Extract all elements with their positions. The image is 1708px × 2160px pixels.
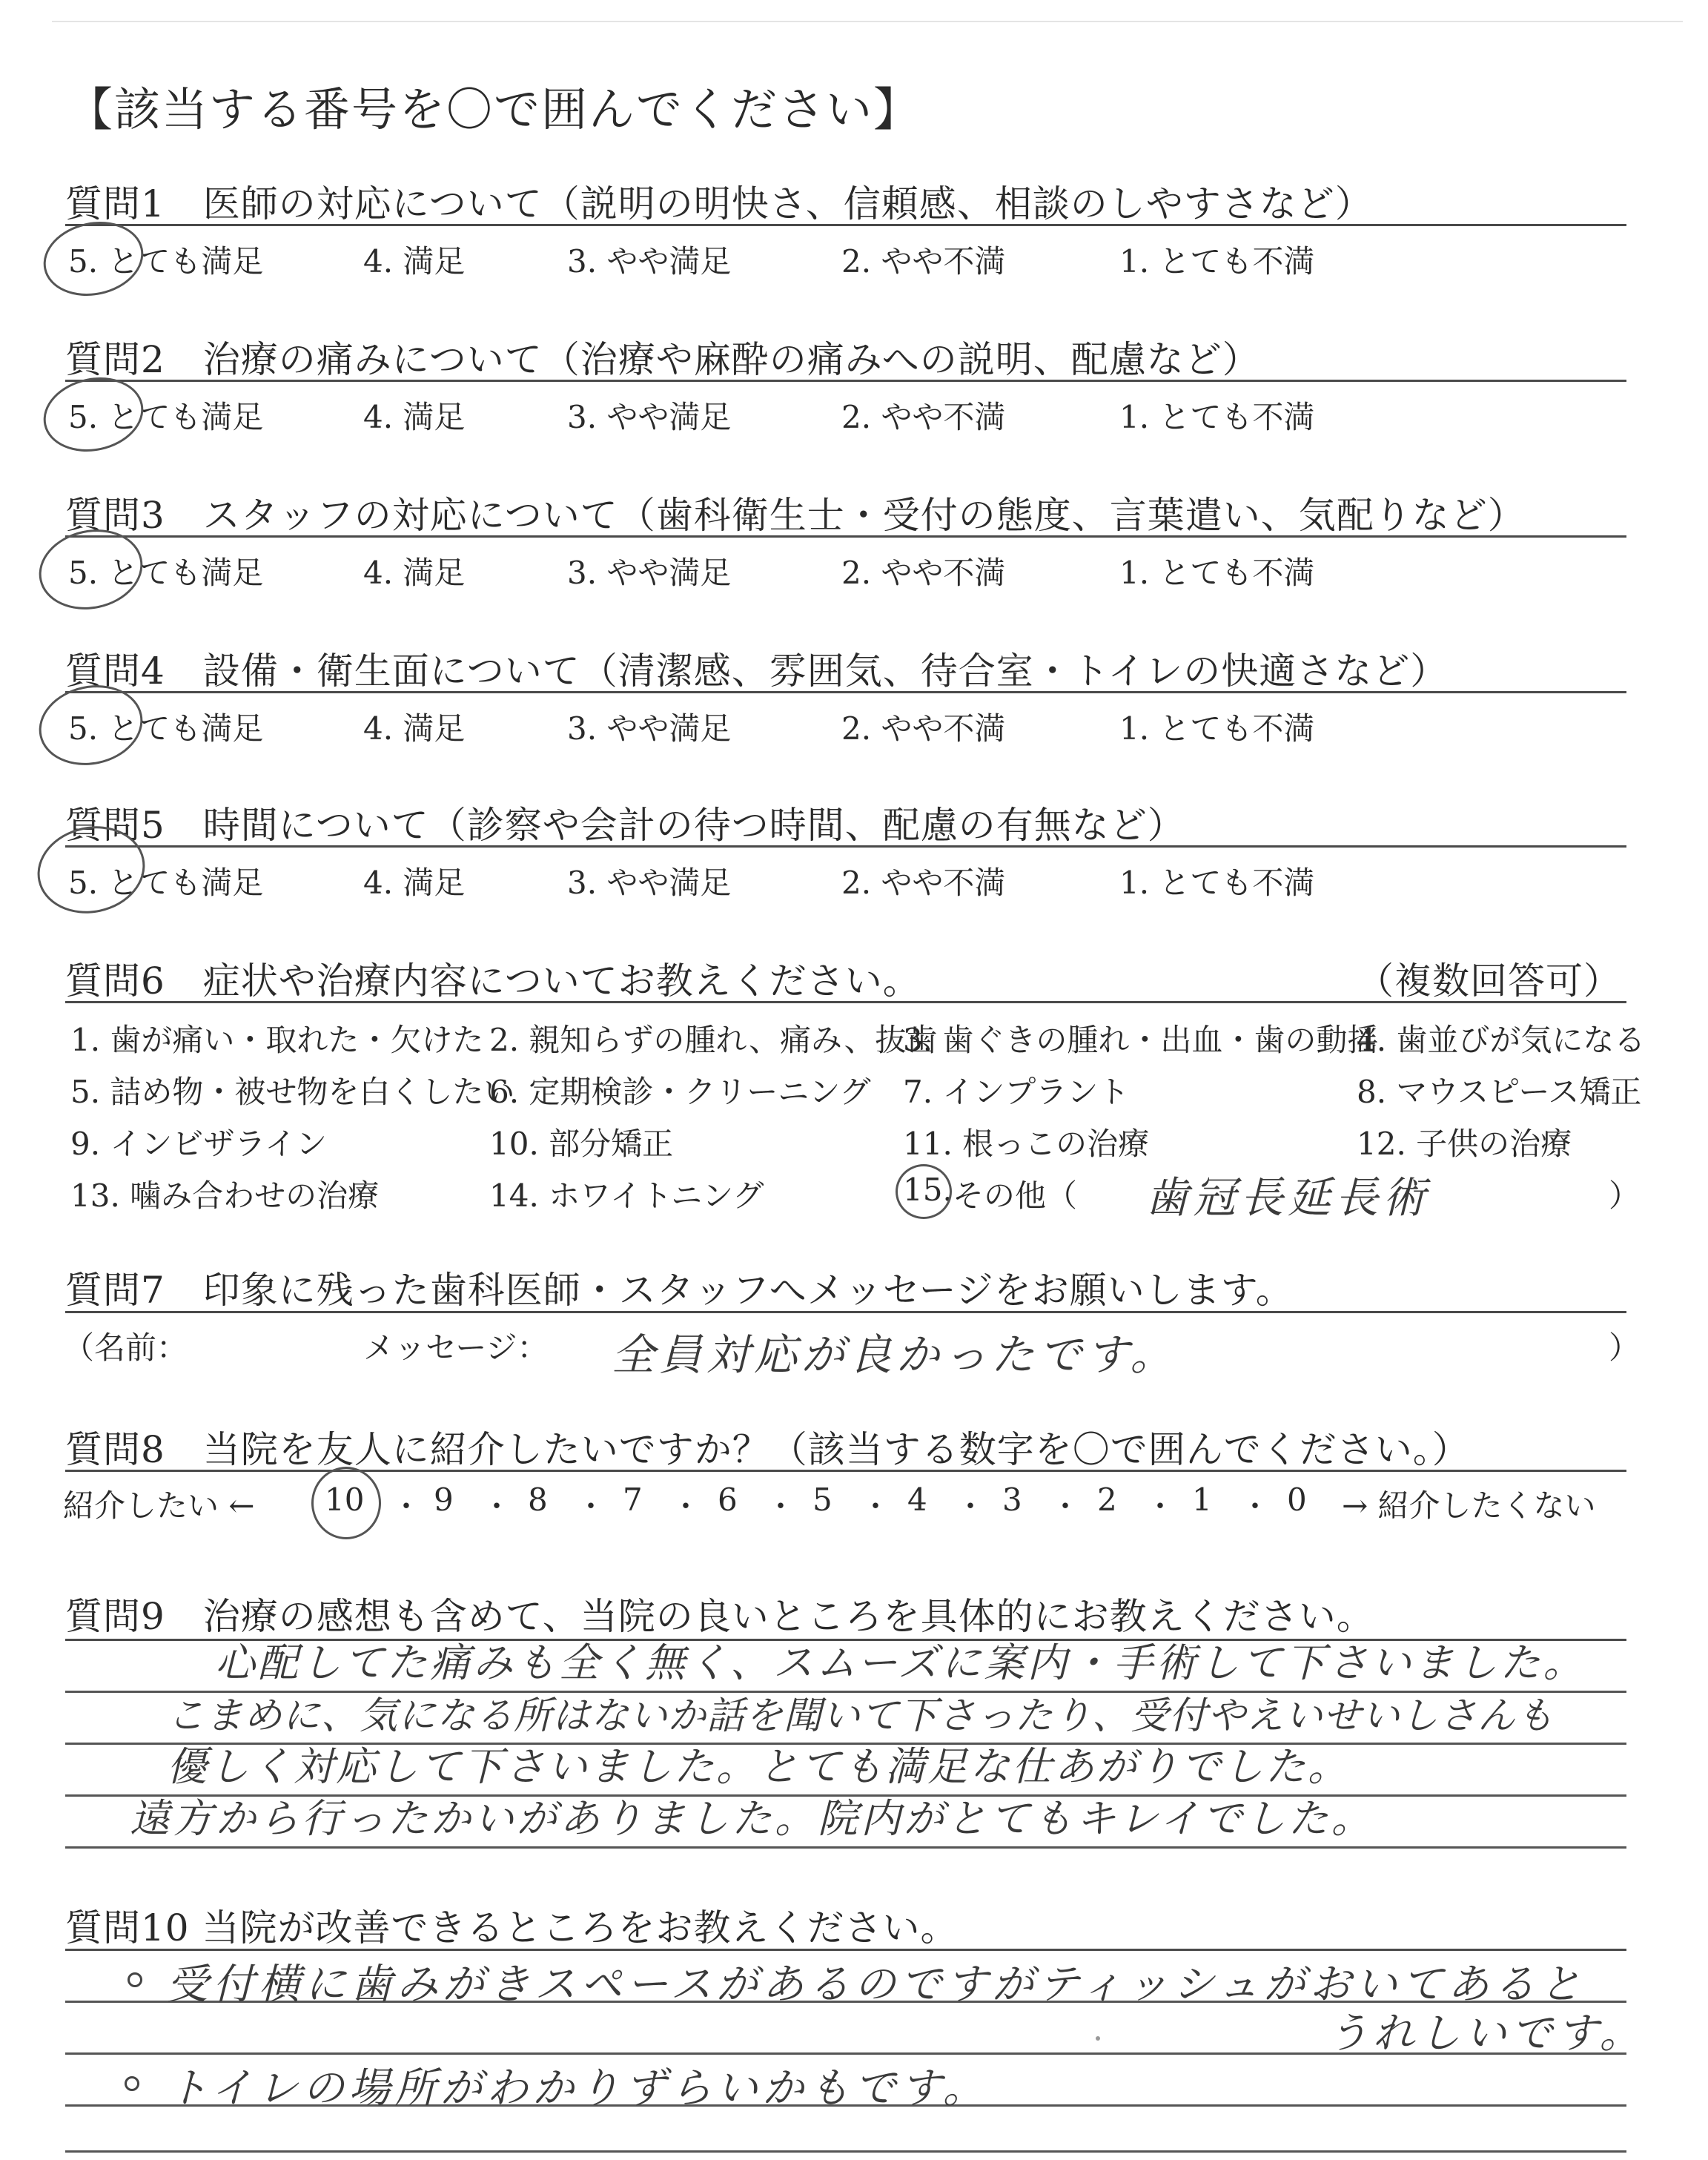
q5-option-2[interactable]: 2. やや不満 (841, 865, 1006, 901)
q6-item-2[interactable]: 2. 親知らずの腫れ、痛み、抜歯 (489, 1022, 938, 1058)
q5-option-3[interactable]: 3. やや満足 (567, 865, 732, 901)
q8-scale-8[interactable]: 8 (528, 1482, 548, 1518)
q8-separator: ・ (956, 1490, 985, 1524)
q2-title: 質問2 治療の痛みについて（治療や麻酔の痛みへの説明、配慮など） (65, 338, 1260, 381)
q3-rule (65, 535, 1626, 538)
q9-answer-line-3: 優しく対応して下さいました。とても満足な仕あがりでした。 (167, 1743, 1350, 1790)
q10-title: 質問10 当院が改善できるところをお教えください。 (65, 1906, 959, 1949)
q10-rule-0 (65, 1949, 1626, 1951)
q6-other-handwritten: 歯冠長延長術 (1145, 1172, 1431, 1223)
q8-scale-7[interactable]: 7 (623, 1482, 643, 1518)
q8-scale-3[interactable]: 3 (1002, 1482, 1022, 1518)
q7-title: 質問7 印象に残った歯科医師・スタッフへメッセージをお願いします。 (65, 1269, 1294, 1312)
q2-rule (65, 380, 1626, 382)
q3-option-2[interactable]: 2. やや不満 (841, 555, 1006, 591)
q8-separator: ・ (391, 1490, 421, 1524)
q6-selection-circle (896, 1164, 952, 1219)
q5-title: 質問5 時間について（診察や会計の待つ時間、配慮の有無など） (65, 804, 1185, 847)
q1-option-4[interactable]: 4. 満足 (363, 243, 466, 280)
q4-option-2[interactable]: 2. やや不満 (841, 710, 1006, 747)
q5-rule (65, 845, 1626, 848)
q6-item-15-label: その他（ (953, 1178, 1078, 1214)
q6-item-10[interactable]: 10. 部分矯正 (489, 1126, 674, 1162)
q7-close-paren: ） (1609, 1330, 1641, 1366)
q6-rule (65, 1001, 1626, 1003)
q1-option-5[interactable]: 5. とても満足 (68, 243, 264, 280)
q10-answer-line-3: トイレの場所がわかりずらいかもです。 (167, 2064, 989, 2113)
q6-item-9[interactable]: 9. インビザライン (70, 1126, 328, 1162)
q1-option-3[interactable]: 3. やや満足 (567, 243, 732, 280)
q4-title: 質問4 設備・衛生面について（清潔感、雰囲気、待合室・トイレの快適さなど） (65, 650, 1449, 693)
q2-option-4[interactable]: 4. 満足 (363, 399, 466, 435)
q8-separator: ・ (1145, 1490, 1175, 1524)
q8-scale-2[interactable]: 2 (1097, 1482, 1117, 1518)
q3-title: 質問3 スタッフの対応について（歯科衛生士・受付の態度、言葉遣い、気配りなど） (65, 494, 1526, 537)
q10-answer-line-1: 受付横に歯みがきスペースがあるのですがティッシュがおいてあると (167, 1961, 1586, 2009)
q2-option-5[interactable]: 5. とても満足 (68, 399, 264, 435)
q8-scale-6[interactable]: 6 (718, 1482, 738, 1518)
q8-selection-circle (311, 1467, 381, 1539)
q9-title: 質問9 治療の感想も含めて、当院の良いところを具体的にお教えください。 (65, 1595, 1374, 1638)
q6-item-4[interactable]: 4. 歯並びが気になる (1357, 1022, 1646, 1058)
q6-title: 質問6 症状や治療内容についてお教えください。 (65, 960, 921, 1003)
q8-separator: ・ (766, 1490, 795, 1524)
q8-scale-4[interactable]: 4 (907, 1482, 927, 1518)
q6-multiple-answer-note: （複数回答可） (1357, 960, 1621, 1003)
q10-answer-line-2: うれしいです。 (1327, 2009, 1646, 2058)
q6-item-1[interactable]: 1. 歯が痛い・取れた・欠けた (70, 1022, 484, 1058)
q3-option-3[interactable]: 3. やや満足 (567, 555, 732, 591)
q4-option-1[interactable]: 1. とても不満 (1119, 710, 1315, 747)
q2-option-3[interactable]: 3. やや満足 (567, 399, 732, 435)
q8-scale-10[interactable]: 10 (325, 1482, 365, 1518)
q10-bullet (128, 1972, 142, 1987)
q8-separator: ・ (671, 1490, 701, 1524)
q6-item-3[interactable]: 3. 歯ぐきの腫れ・出血・歯の動揺 (903, 1022, 1379, 1058)
q4-option-5[interactable]: 5. とても満足 (68, 710, 264, 747)
q6-item-15[interactable]: 15. (903, 1172, 953, 1208)
q6-item-13[interactable]: 13. 噛み合わせの治療 (70, 1178, 380, 1214)
q8-scale-9[interactable]: 9 (434, 1482, 454, 1518)
q9-answer-line-1: 心配してた痛みも全く無く、スムーズに案内・手術して下さいました。 (215, 1639, 1586, 1686)
q6-item-12[interactable]: 12. 子供の治療 (1357, 1126, 1572, 1162)
q1-rule (65, 224, 1626, 226)
q9-answer-line-2: こまめに、気になる所はないか話を聞いて下さったり、受付やえいせいしさんも (167, 1694, 1555, 1738)
q2-option-2[interactable]: 2. やや不満 (841, 399, 1006, 435)
q8-scale-5[interactable]: 5 (812, 1482, 833, 1518)
q3-option-1[interactable]: 1. とても不満 (1119, 555, 1315, 591)
q8-separator: ・ (1050, 1490, 1080, 1524)
q8-separator: ・ (576, 1490, 606, 1524)
q6-item-11[interactable]: 11. 根っこの治療 (903, 1126, 1150, 1162)
q8-separator: ・ (482, 1490, 512, 1524)
q1-option-1[interactable]: 1. とても不満 (1119, 243, 1315, 280)
q4-option-4[interactable]: 4. 満足 (363, 710, 466, 747)
q7-message-handwritten: 全員対応が良かったです。 (612, 1330, 1178, 1380)
q6-item-7[interactable]: 7. インプラント (903, 1074, 1130, 1110)
q10-bullet (125, 2076, 139, 2091)
q8-left-label: 紹介したい ← (63, 1487, 255, 1524)
stray-mark (1096, 2036, 1100, 2041)
q6-item-5[interactable]: 5. 詰め物・被せ物を白くしたい (70, 1074, 515, 1110)
q9-answer-line-4: 遠方から行ったかいがありました。院内がとてもキレイでした。 (130, 1795, 1374, 1842)
top-edge-rule (52, 21, 1683, 22)
q10-rule-4 (65, 2150, 1626, 2153)
q8-separator: ・ (1240, 1490, 1270, 1524)
q5-option-1[interactable]: 1. とても不満 (1119, 865, 1315, 901)
q6-other-close-paren: ） (1609, 1178, 1641, 1214)
q2-option-1[interactable]: 1. とても不満 (1119, 399, 1315, 435)
q8-rule (65, 1470, 1626, 1472)
q7-rule (65, 1311, 1626, 1313)
q6-item-14[interactable]: 14. ホワイトニング (489, 1178, 764, 1214)
q3-option-4[interactable]: 4. 満足 (363, 555, 466, 591)
form-instruction-title: 【該当する番号を〇で囲んでください】 (67, 82, 921, 136)
q1-option-2[interactable]: 2. やや不満 (841, 243, 1006, 280)
q1-title: 質問1 医師の対応について（説明の明快さ、信頼感、相談のしやすさなど） (65, 182, 1373, 225)
q7-message-label: メッセージ： (363, 1330, 549, 1366)
q8-title: 質問8 当院を友人に紹介したいですか？（該当する数字を〇で囲んでください。） (65, 1428, 1470, 1471)
q6-item-6[interactable]: 6. 定期検診・クリーニング (489, 1074, 871, 1110)
q8-separator: ・ (861, 1490, 890, 1524)
q3-option-5[interactable]: 5. とても満足 (68, 555, 264, 591)
q5-option-5[interactable]: 5. とても満足 (68, 865, 264, 901)
q9-rule-4 (65, 1846, 1626, 1849)
q4-option-3[interactable]: 3. やや満足 (567, 710, 732, 747)
q8-scale-1[interactable]: 1 (1192, 1482, 1212, 1518)
q8-right-label: → 紹介したくない (1342, 1487, 1596, 1524)
q6-item-8[interactable]: 8. マウスピース矯正 (1357, 1074, 1642, 1110)
q8-scale-0[interactable]: 0 (1287, 1482, 1307, 1518)
q4-rule (65, 691, 1626, 693)
q5-option-4[interactable]: 4. 満足 (363, 865, 466, 901)
q7-name-label: （名前： (63, 1330, 188, 1366)
